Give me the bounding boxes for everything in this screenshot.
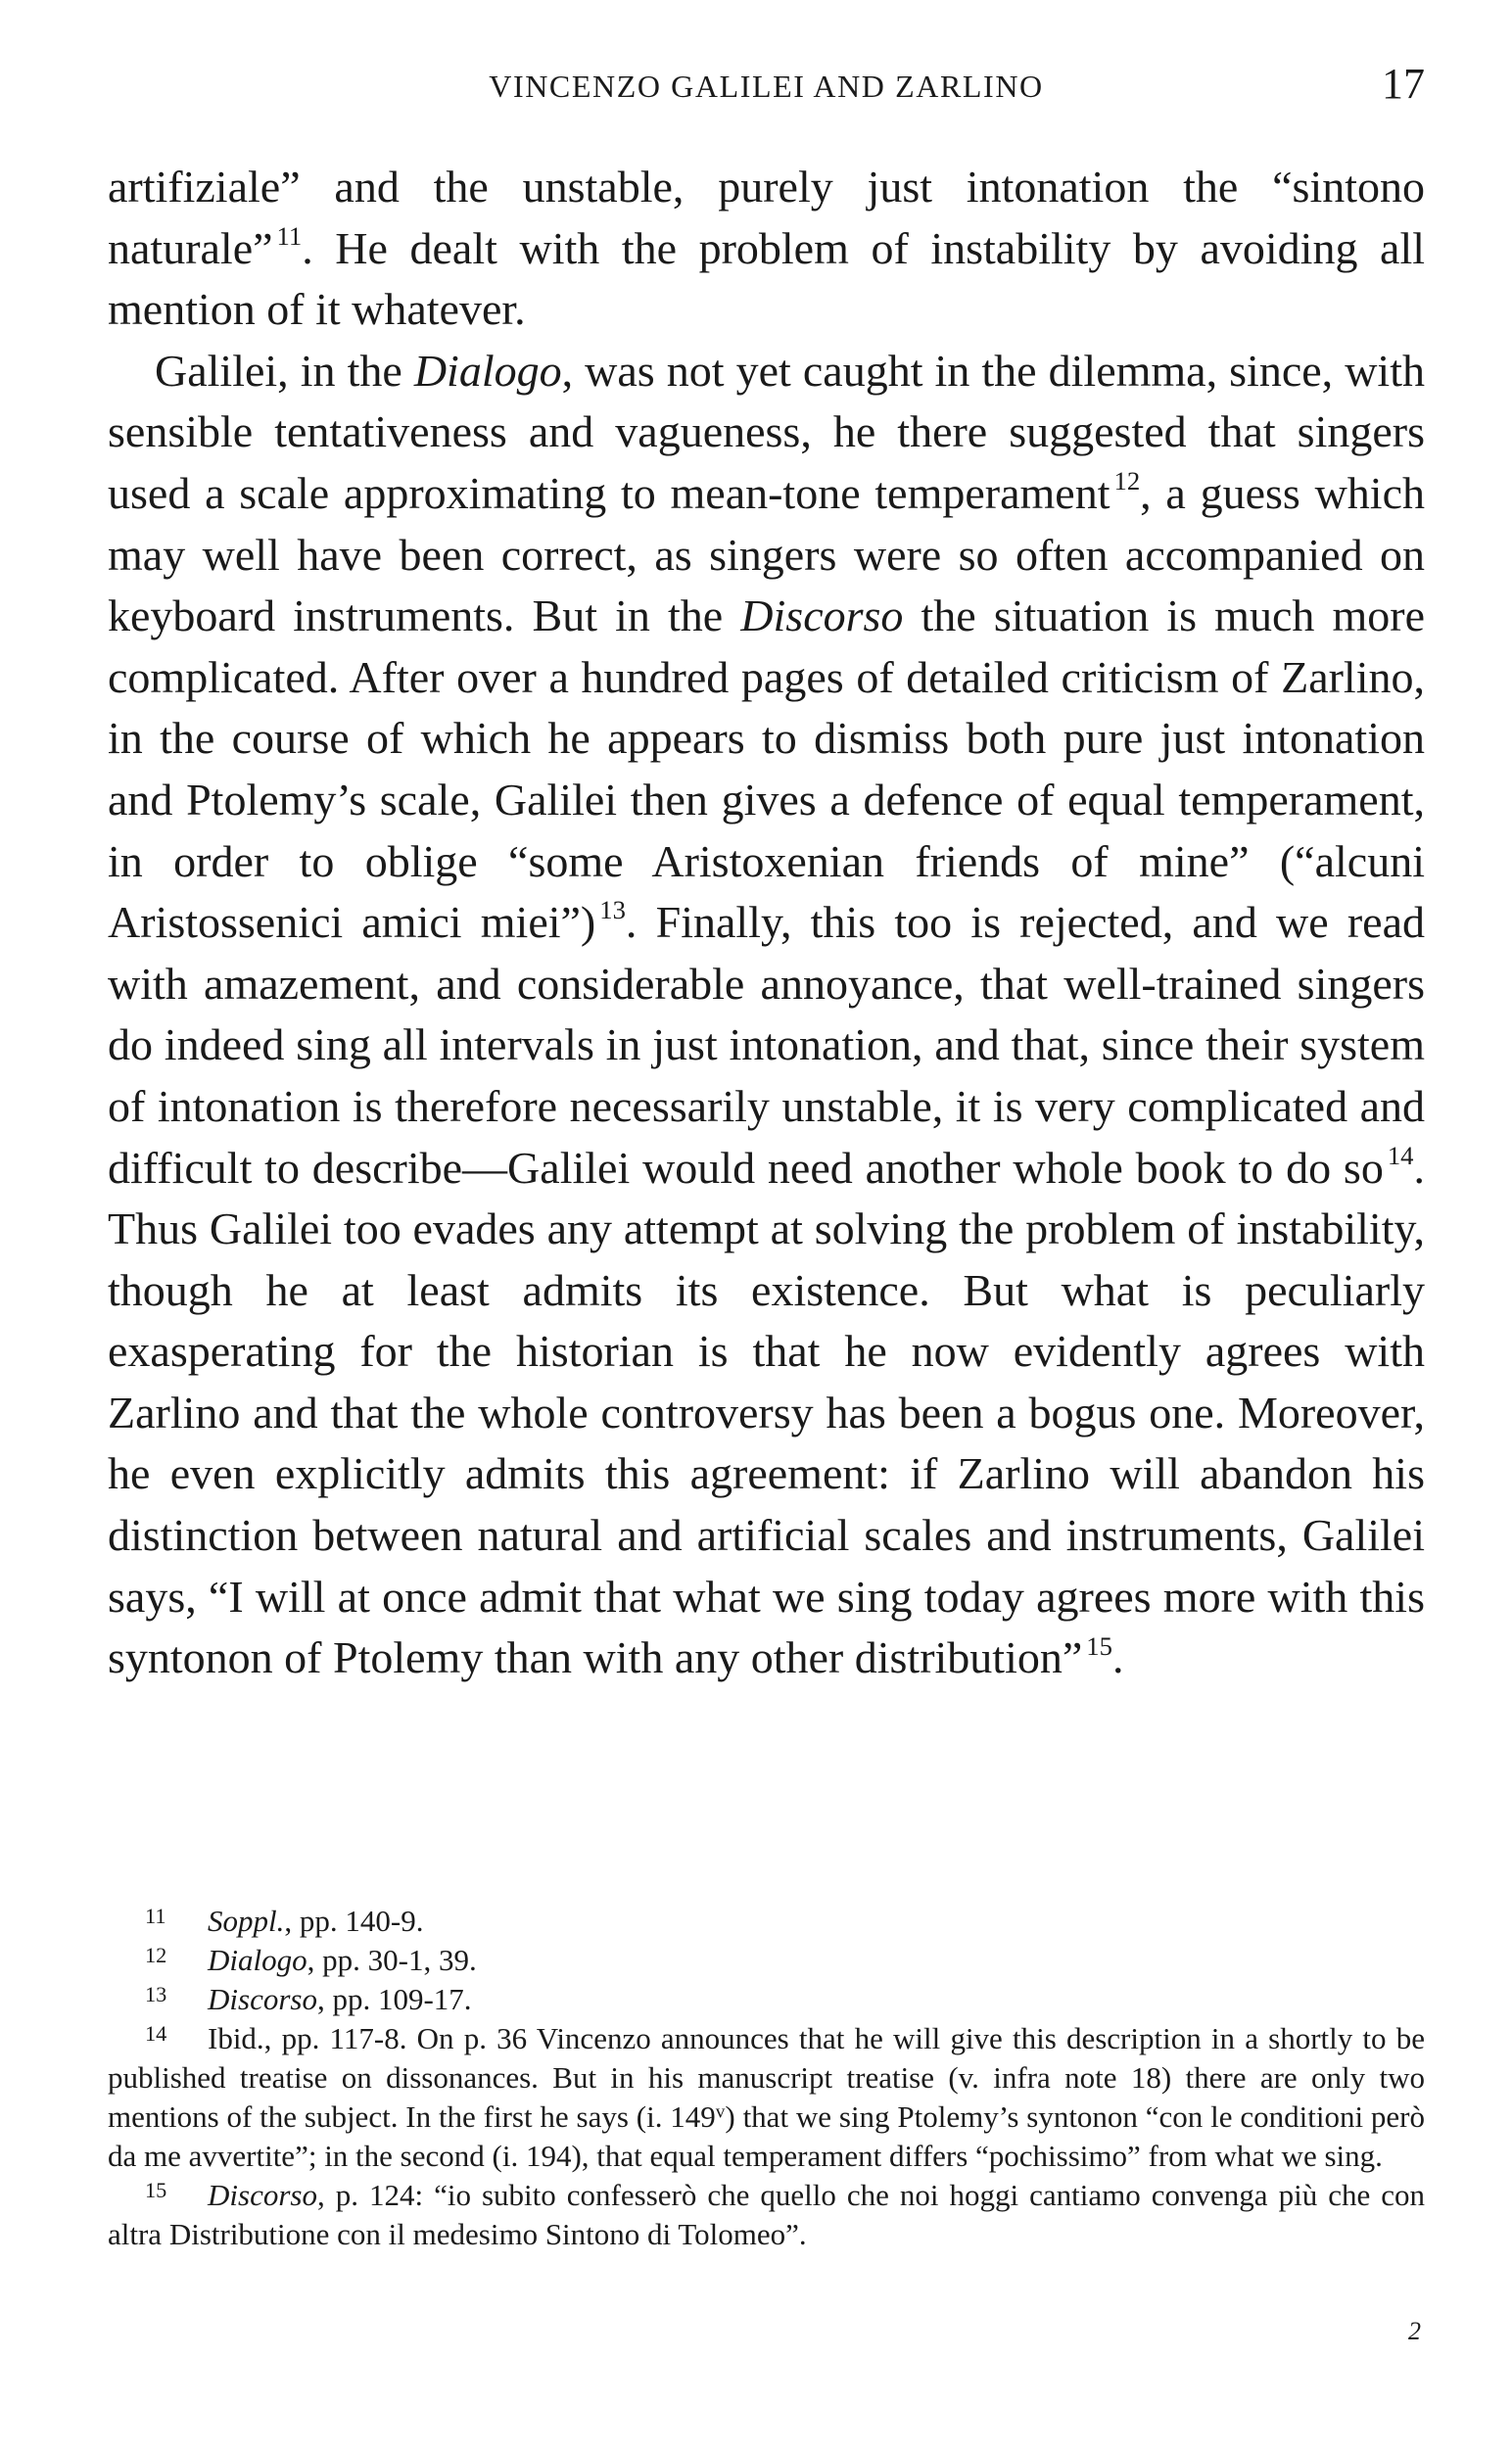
- footnote-italic: Discorso: [208, 1982, 317, 2016]
- signature-mark: 2: [1408, 2317, 1421, 2345]
- footnote-text: , p. 124: “io subito confesserò che quello che noi hoggi cantiamo convenga più che con altra Distributione con il medesimo Sintono di Tolomeo”.: [108, 2178, 1425, 2251]
- paragraph-2-part-c: , a guess which may well have been correct, as singers were so often accompanied on keyboard instruments. But in the: [108, 467, 1425, 641]
- footnote-13: 13 Discorso, pp. 109-17.: [145, 1982, 472, 2016]
- footnote-superscript: v: [715, 2101, 726, 2123]
- paragraph-1-tail: . He dealt with the problem of instability by avoiding all mention of it whatever.: [108, 222, 1425, 335]
- footnote-text: , pp. 109-17.: [316, 1982, 472, 2016]
- paragraph-2-part-e: . Finally, this too is rejected, and we read with amazement, and considerable annoyance, that well-trained singers do indeed sing all intervals in just intonation, and that, since their system of intonation is therefore necessarily unstable, it is very complicated and difficult to describe—Galilei would need another whole book to do so: [108, 897, 1425, 1193]
- paragraph-2-part-d: the situation is much more complicated. After over a hundred pages of detailed criticism of Zarlino, in the course of which he appears to dismiss both pure just intonation and Ptolemy’s scale, Galilei then gives a defence of equal temperament, in order to oblige “some Aristoxenian friends of mine” (“alcuni Aristossenici amici miei”): [108, 590, 1425, 948]
- footnote-12: 12 Dialogo, pp. 30-1, 39.: [145, 1943, 477, 1977]
- paragraph-2: [108, 341, 1425, 1689]
- footnote-italic: Discorso: [208, 2178, 317, 2212]
- footnote-14: 14 Ibid., pp. 117-8. On p. 36 Vincenzo announces that he will give this description in a shortly to be published treatise on dissonances. But in his manuscript treatise (v. infra note 18) there are only two mentions of the subject. In the first he says (i. 149$^v$) that we sing Ptolemy’s syntonon “con le conditioni però da me avvertite”; in the second (i. 194), that equal temperament differs “pochissimo” from what we sing.: [108, 2021, 1425, 2173]
- footnote-text: Ibid., pp. 117-8. On p. 36 Vincenzo announces that he will give this description in a shortly to be published treatise on dissonances. But in his manuscript treatise (v. infra note 18) there are only two mentions of the subject. In the first he says (i. 149: [108, 2021, 1425, 2134]
- running-title: VINCENZO GALILEI AND ZARLINO: [489, 69, 1044, 104]
- footnote-ref-14: 14: [1387, 1140, 1414, 1170]
- paragraph-1-text: artifiziale” and the unstable, purely just intonation the “sintono naturale”: [108, 162, 1425, 273]
- footnote-11: 11 Soppl., pp. 140-9.: [145, 1904, 424, 1938]
- page-number: 17: [1382, 60, 1425, 108]
- paragraph-2-part-f: . Thus Galilei too evades any attempt at solving the problem of instability, though he at least admits its existence. But what is peculiarly exasperating for the historian is that he now evidently agrees with Zarlino and that the whole controversy has been a bogus one. Moreover, he even explicitly admits this agreement: if Zarlino will abandon his distinction between natural and artificial scales and instruments, Galilei says, “I will at once admit that what we sing today agrees more with this syntonon of Ptolemy than with any other distribution”: [108, 1142, 1425, 1683]
- paragraph-1: [108, 157, 1425, 341]
- title-discorso: Discorso: [740, 590, 904, 641]
- footnote-italic: Soppl.: [208, 1904, 285, 1938]
- footnote-ref-15: 15: [1086, 1630, 1112, 1661]
- running-head: [108, 59, 1425, 118]
- footnote-text-continued: ) that we sing Ptolemy’s syntonon “con le conditioni però da me avvertite”; in the second (i. 194), that equal temperament differs “pochissimo” from what we sing.: [108, 2099, 1425, 2173]
- title-dialogo: Dialogo: [413, 345, 562, 396]
- footnote-15: 15 Discorso, p. 124: “io subito confesserò che quello che noi hoggi cantiamo convenga più che con altra Distributione con il medesimo Sintono di Tolomeo”.: [108, 2178, 1425, 2251]
- body-text: [108, 157, 1425, 1689]
- footnote-text: , pp. 30-1, 39.: [307, 1943, 477, 1977]
- paragraph-2-part-g: .: [1111, 1632, 1124, 1683]
- footnote-ref-11: 11: [276, 220, 303, 251]
- footnote-ref-12: 12: [1113, 466, 1141, 496]
- footnote-italic: Dialogo: [208, 1943, 307, 1977]
- paragraph-2-part-b: , was not yet caught in the dilemma, since, with sensible tentativeness and vagueness, he there suggested that singers used a scale approximating to mean-tone temperament: [108, 345, 1425, 518]
- paragraph-2-part-a: Galilei, in the: [155, 345, 414, 396]
- footnote-text: , pp. 140-9.: [284, 1904, 424, 1938]
- footnotes: [108, 1902, 1425, 2254]
- footnote-ref-13: 13: [599, 895, 626, 925]
